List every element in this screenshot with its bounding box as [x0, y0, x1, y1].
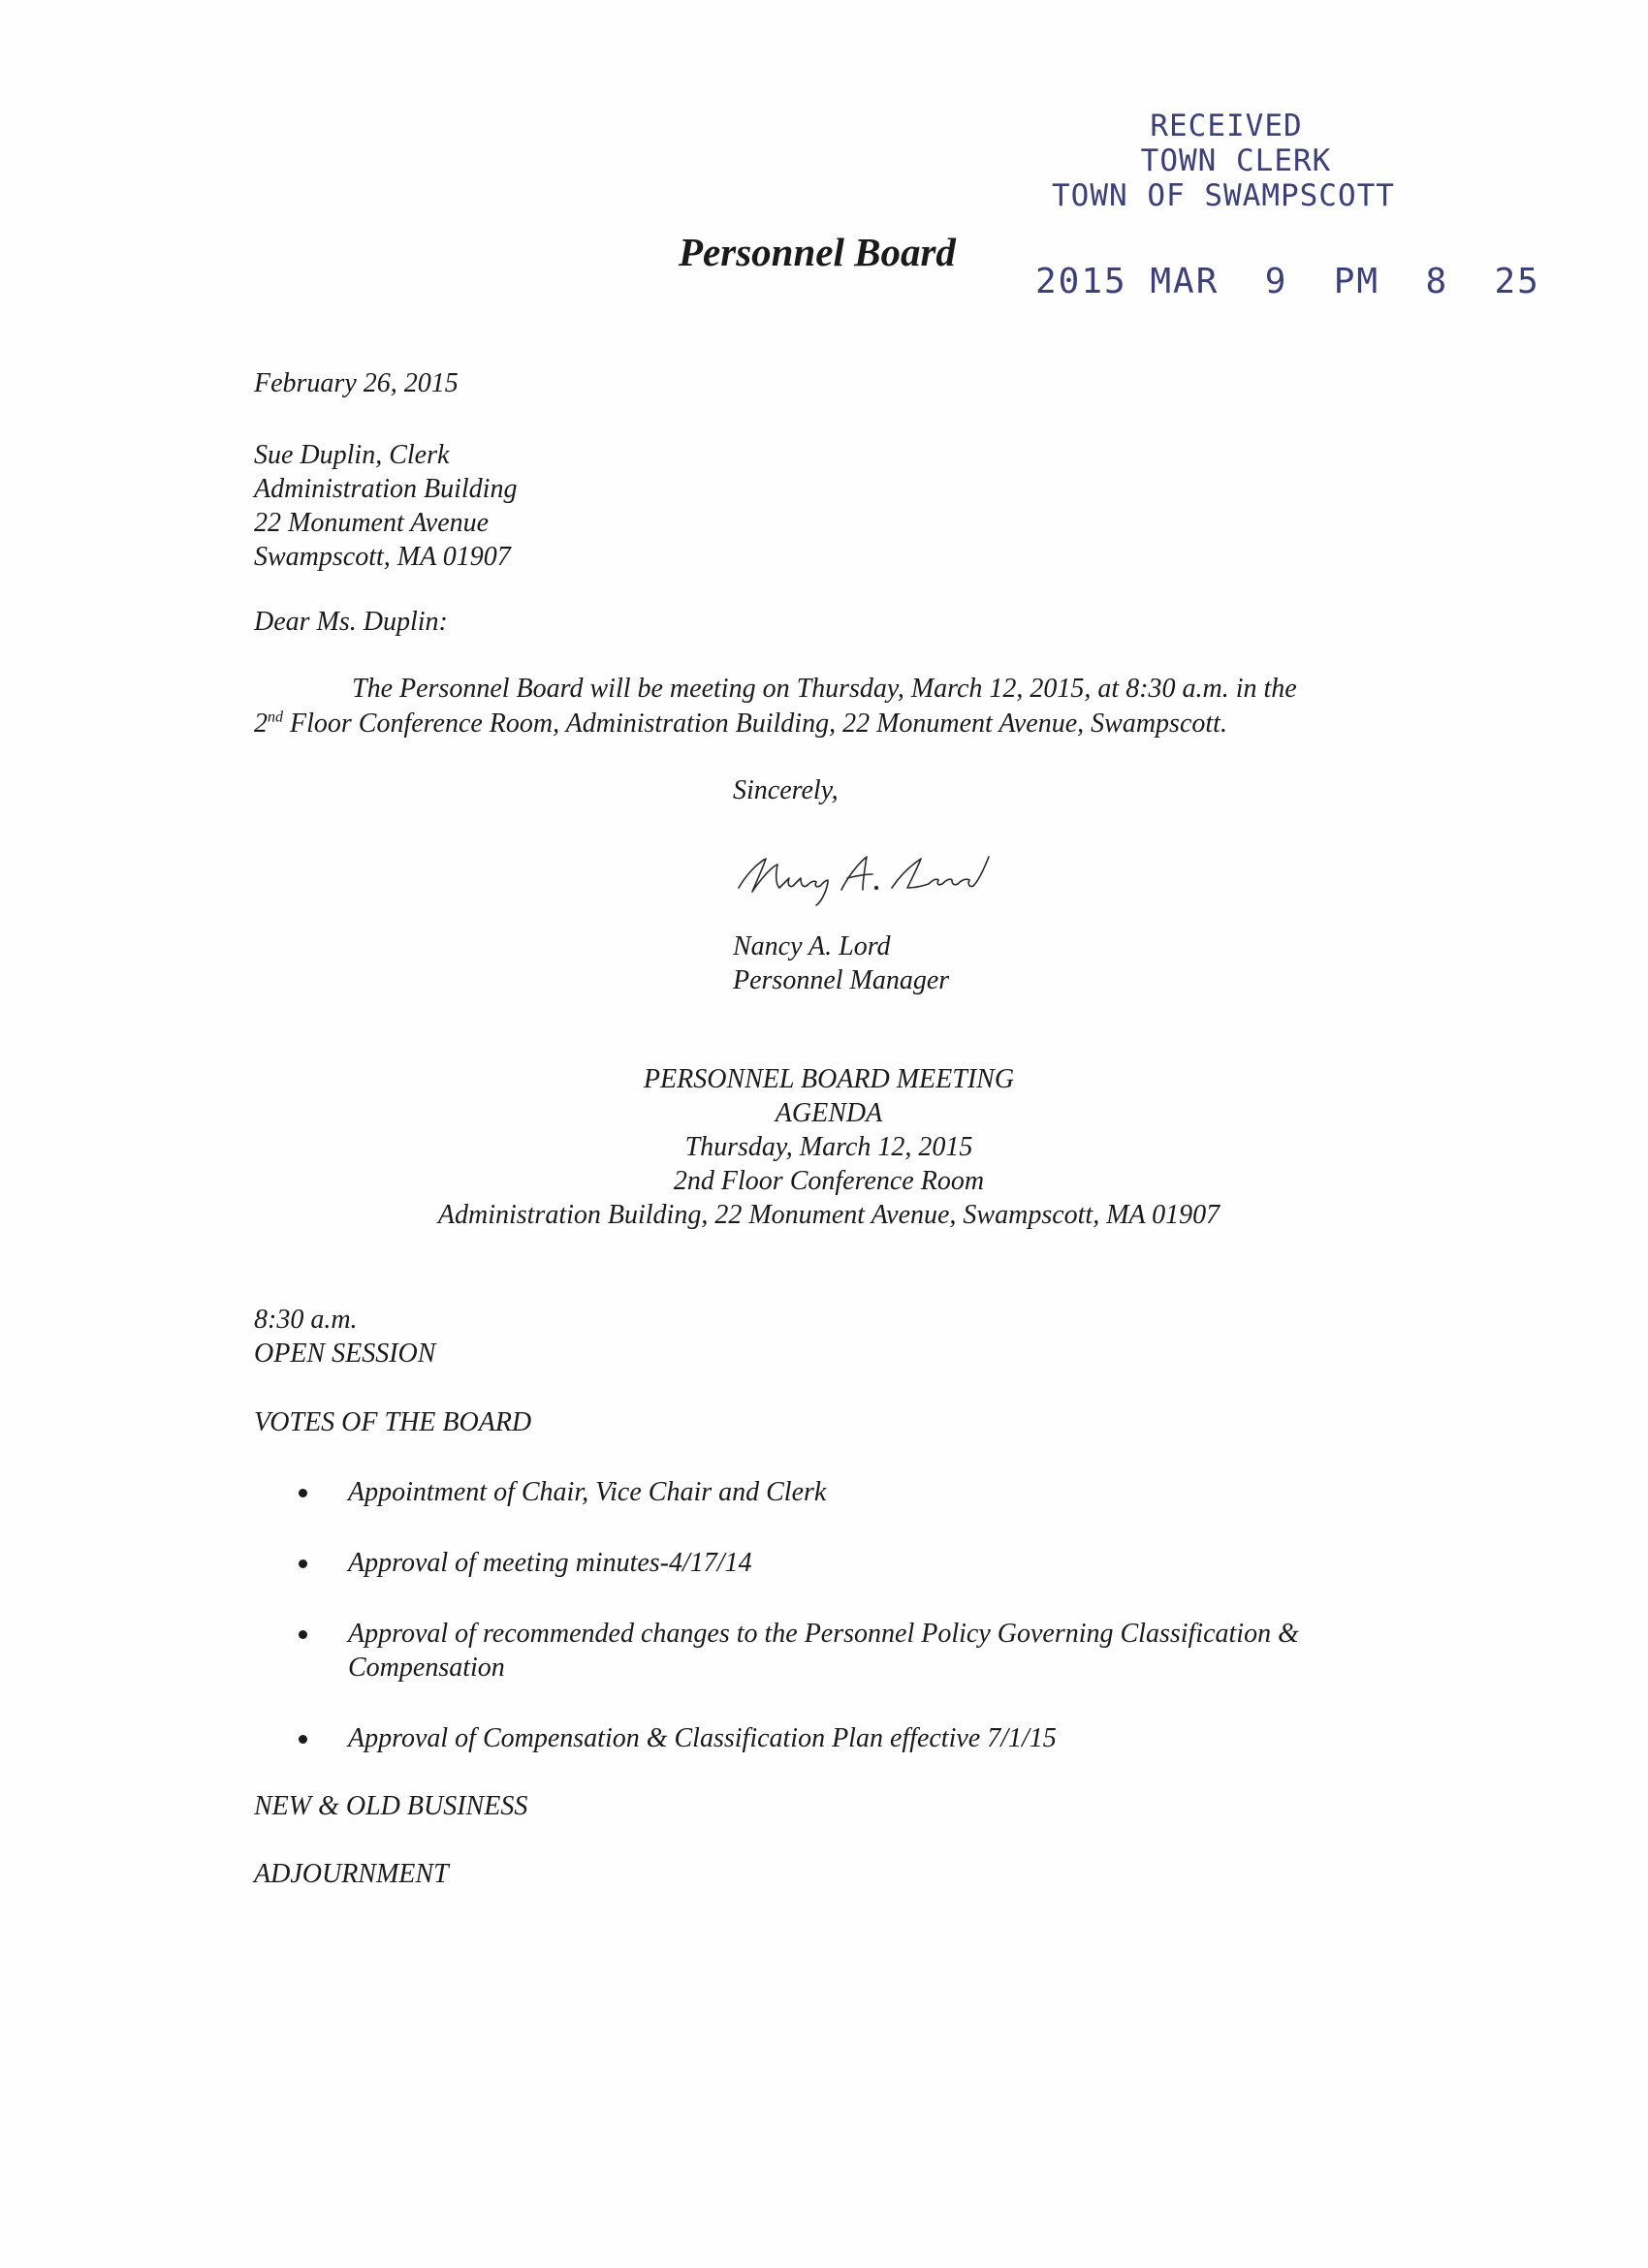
closing: Sincerely, — [733, 775, 839, 805]
list-item-text: Approval of recommended changes to the Personnel Policy Governing Classification & — [348, 1619, 1299, 1649]
list-item-text-continued: Compensation — [348, 1653, 505, 1683]
list-item — [254, 1546, 1398, 1580]
session-label: OPEN SESSION — [254, 1339, 436, 1369]
votes-list — [254, 1475, 1398, 1792]
list-item-text: Appointment of Chair, Vice Chair and Clerk — [348, 1477, 827, 1507]
agenda-room: 2nd Floor Conference Room — [673, 1166, 985, 1196]
address-line: 22 Monument Avenue — [254, 508, 490, 538]
signer-name: Nancy A. Lord — [733, 931, 891, 961]
bullet-icon — [299, 1559, 307, 1568]
votes-heading: VOTES OF THE BOARD — [254, 1407, 532, 1437]
handwritten-signature — [733, 845, 995, 913]
bullet-icon — [299, 1735, 307, 1744]
stamp-line-town-clerk: TOWN CLERK — [1140, 143, 1332, 178]
agenda-date: Thursday, March 12, 2015 — [684, 1132, 973, 1162]
bullet-icon — [299, 1630, 307, 1639]
body-line: The Personnel Board will be meeting on Thursday, March 12, 2015, at 8:30 a.m. in the — [352, 674, 1297, 704]
address-line: Sue Duplin, Clerk — [254, 440, 450, 470]
signer-role: Personnel Manager — [733, 965, 950, 995]
bullet-icon — [299, 1489, 307, 1497]
body-line-rest: Floor Conference Room, Administration Building, 22 Monument Avenue, Swampscott. — [283, 709, 1227, 739]
address-line: Swampscott, MA 01907 — [254, 542, 511, 572]
body-line — [254, 707, 1417, 741]
stamp-line-received: RECEIVED — [1150, 109, 1303, 143]
list-item — [254, 1475, 1398, 1509]
received-stamp — [1028, 109, 1540, 301]
letter-body — [254, 672, 1417, 741]
recipient-address — [254, 438, 517, 574]
list-item — [254, 1617, 1398, 1685]
adjournment: ADJOURNMENT — [254, 1859, 449, 1889]
agenda-title: PERSONNEL BOARD MEETING — [643, 1064, 1015, 1094]
letter-date: February 26, 2015 — [254, 368, 459, 398]
agenda-subtitle: AGENDA — [775, 1098, 883, 1128]
new-old-business: NEW & OLD BUSINESS — [254, 1791, 528, 1821]
body-ordinal-suffix: nd — [268, 709, 283, 726]
list-item-text: Approval of Compensation & Classification Plan effective 7/1/15 — [348, 1723, 1057, 1753]
address-line: Administration Building — [254, 474, 518, 504]
agenda-location: Administration Building, 22 Monument Avenue, Swampscott, MA 01907 — [437, 1200, 1220, 1230]
agenda-header — [339, 1062, 1318, 1232]
list-item — [254, 1721, 1398, 1755]
session-time: 8:30 a.m. — [254, 1305, 358, 1335]
stamp-line-datetime: 2015 MAR 9 PM 8 25 — [1035, 262, 1540, 301]
document-title: Personnel Board — [679, 230, 956, 274]
body-ordinal: 2 — [254, 709, 268, 739]
stamp-line-town: TOWN OF SWAMPSCOTT — [1052, 178, 1395, 213]
signer-block — [733, 929, 949, 997]
open-session — [254, 1303, 435, 1370]
list-item-text: Approval of meeting minutes-4/17/14 — [348, 1548, 752, 1578]
salutation: Dear Ms. Duplin: — [254, 607, 448, 637]
